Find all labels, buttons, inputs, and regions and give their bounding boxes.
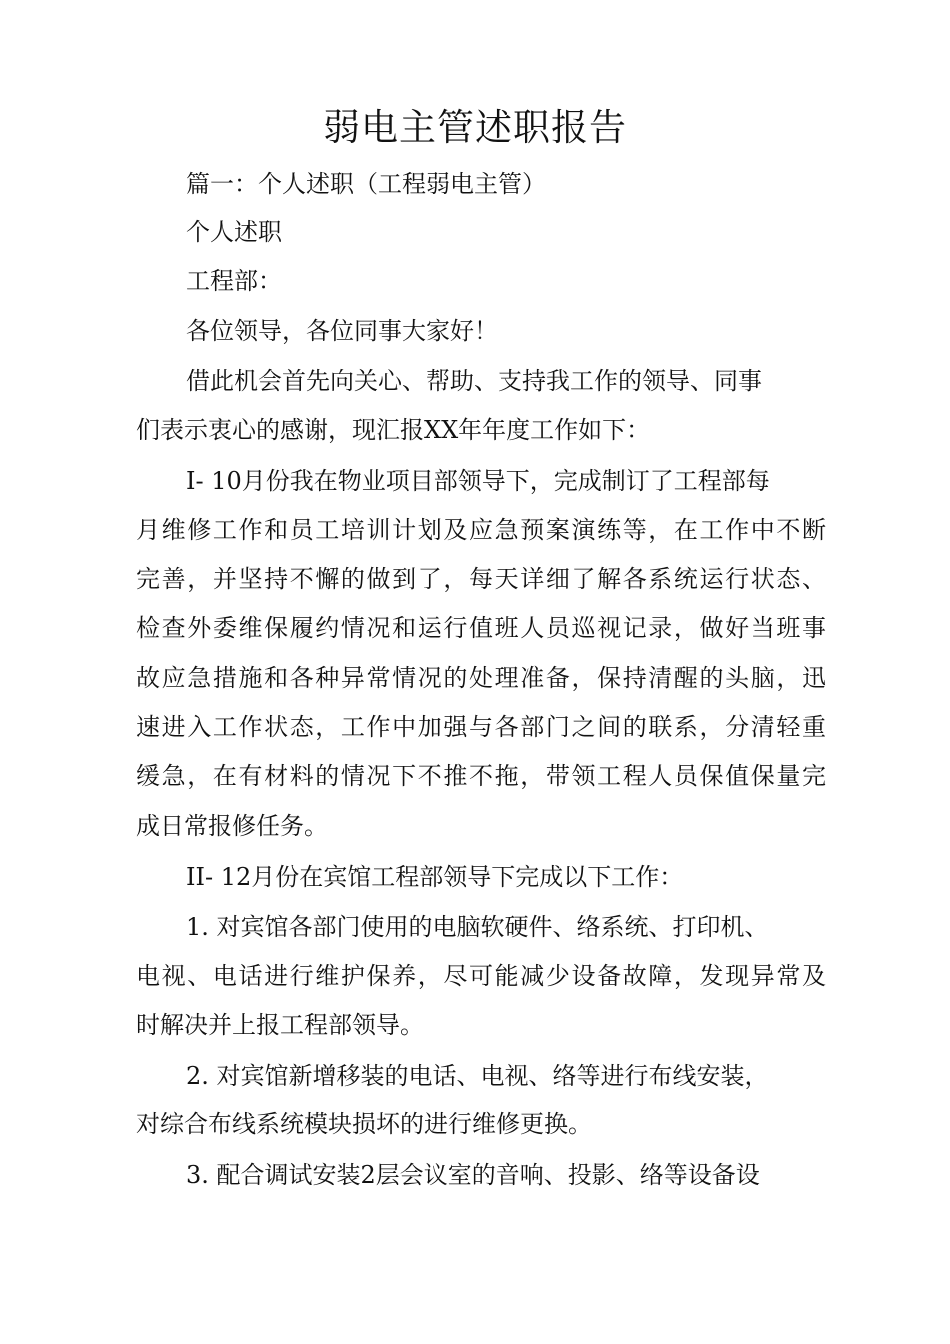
paragraph-line: 工程部： <box>186 267 282 295</box>
paragraph-line: I- 10月份我在物业项目部领导下，完成制订了工程部每 <box>186 467 770 495</box>
paragraph-line: 们表示衷心的感谢，现汇报XX年年度工作如下： <box>136 416 651 444</box>
paragraph-line: 1. 对宾馆各部门使用的电脑软硬件、络系统、打印机、 <box>186 913 769 941</box>
paragraph-line: 借此机会首先向关心、帮助、支持我工作的领导、同事 <box>186 367 762 395</box>
paragraph-line: 缓急，在有材料的情况下不推不拖，带领工程人员保值保量完 <box>136 762 826 790</box>
paragraph-line: 个人述职 <box>186 218 282 246</box>
paragraph-line: 篇一：个人述职（工程弱电主管） <box>186 170 546 198</box>
paragraph-line: 时解决并上报工程部领导。 <box>136 1011 424 1039</box>
paragraph-line: 成日常报修任务。 <box>136 812 328 840</box>
paragraph-line: 3. 配合调试安装2层会议室的音响、投影、络等设备设 <box>186 1161 760 1189</box>
paragraph-line: 检查外委维保履约情况和运行值班人员巡视记录，做好当班事 <box>136 614 826 642</box>
paragraph-line: 速进入工作状态，工作中加强与各部门之间的联系，分清轻重 <box>136 713 826 741</box>
paragraph-line: 完善，并坚持不懈的做到了，每天详细了解各系统运行状态、 <box>136 565 826 593</box>
paragraph-line: 电视、电话进行维护保养，尽可能减少设备故障，发现异常及 <box>136 962 826 990</box>
paragraph-line: II- 12月份在宾馆工程部领导下完成以下工作： <box>186 863 684 891</box>
paragraph-line: 各位领导，各位同事大家好！ <box>186 317 498 345</box>
paragraph-line: 故应急措施和各种异常情况的处理准备，保持清醒的头脑，迅 <box>136 664 826 692</box>
document-title: 弱电主管述职报告 <box>323 106 627 149</box>
paragraph-line: 对综合布线系统模块损坏的进行维修更换。 <box>136 1110 592 1138</box>
paragraph-line: 月维修工作和员工培训计划及应急预案演练等，在工作中不断 <box>136 516 826 544</box>
paragraph-line: 2. 对宾馆新增移装的电话、电视、络等进行布线安装， <box>186 1062 769 1090</box>
